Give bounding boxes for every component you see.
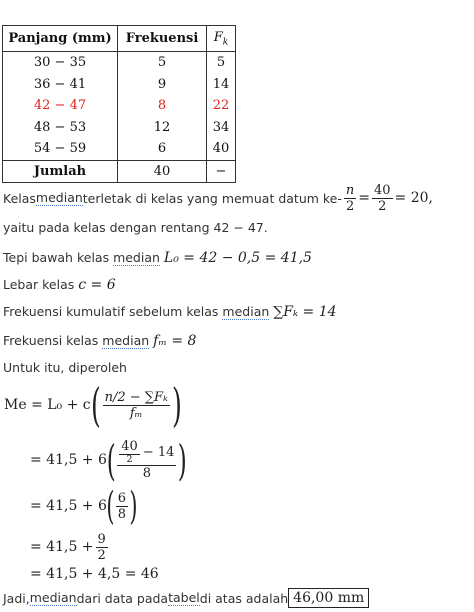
- cell-panjang: 30 − 35: [3, 52, 118, 74]
- rentang-text: yaitu pada kelas dengan rentang 42 − 47.: [3, 220, 268, 235]
- jadi-text-a: Jadi,: [3, 590, 30, 606]
- table-row: [3, 74, 236, 96]
- frek-kumulatif-line: [3, 304, 337, 320]
- step-3-lhs: = 41,5 +: [30, 539, 94, 555]
- frac-numerator: n: [345, 182, 355, 198]
- cell-panjang: 42 − 47: [3, 95, 118, 117]
- right-paren: ): [178, 435, 188, 485]
- frac-denominator: 2: [378, 198, 387, 214]
- formula-numerator: n/2 − ∑Fₖ: [104, 389, 168, 405]
- tepi-text: Tepi bawah kelas: [3, 250, 114, 265]
- cell-panjang: 36 − 41: [3, 74, 118, 96]
- step-1-denominator: 8: [142, 466, 151, 481]
- step-1-fraction: [117, 439, 176, 481]
- cell-frekuensi: 5: [118, 52, 207, 74]
- formula-lhs: Me = L₀ + c: [4, 397, 91, 413]
- step-3-denominator: 2: [97, 547, 106, 563]
- tepi-formula: L₀ = 42 − 0,5 = 41,5: [163, 250, 312, 266]
- tepi-bawah-line: [3, 250, 312, 266]
- cell-frekuensi: 8: [118, 95, 207, 117]
- cell-panjang: 54 − 59: [3, 138, 118, 160]
- table-row: [3, 95, 236, 117]
- step-4-result: = 41,5 + 4,5 = 46: [30, 566, 159, 582]
- step-3-fraction: [96, 532, 108, 563]
- equals-sign: =: [358, 190, 370, 206]
- fk-formula: ∑Fₖ = 14: [273, 304, 337, 320]
- step-3: [30, 529, 110, 565]
- lebar-text: Lebar kelas: [3, 277, 79, 292]
- step-2-denominator: 8: [117, 506, 126, 522]
- tabel-term-link[interactable]: tabel: [168, 590, 200, 605]
- total-label: Jumlah: [3, 160, 118, 183]
- left-paren: (: [106, 484, 115, 528]
- step-2-lhs: = 41,5 + 6: [30, 498, 107, 514]
- untuk-text: Untuk itu, diperoleh: [3, 360, 127, 375]
- table-header-row: [3, 26, 236, 52]
- cell-fk: 40: [207, 138, 236, 160]
- right-paren: ): [171, 378, 182, 432]
- lebar-kelas-line: [3, 277, 116, 293]
- header-fk: $F_k$: [207, 26, 236, 52]
- rentang-line: [3, 220, 268, 235]
- table-row: [3, 52, 236, 74]
- jadi-text-c: di atas adalah: [199, 590, 289, 606]
- frac-denominator: 2: [345, 198, 355, 214]
- header-frekuensi: Frekuensi: [118, 26, 207, 52]
- kelas-median-text-b: terletak di kelas yang memuat datum ke-: [82, 190, 342, 206]
- median-term-link[interactable]: median: [222, 304, 270, 319]
- median-term-link[interactable]: median: [29, 590, 77, 605]
- left-paren: (: [106, 435, 116, 485]
- result-twenty: = 20,: [394, 190, 433, 206]
- step-2-fraction: [116, 491, 128, 522]
- formula-denominator: fₘ: [129, 405, 143, 421]
- step-1-numerator: 40 2 − 14: [117, 439, 176, 466]
- table-row: [3, 117, 236, 139]
- conclusion-line: [3, 588, 369, 608]
- fk-text: Frekuensi kumulatif sebelum kelas: [3, 304, 223, 319]
- cell-fk: 34: [207, 117, 236, 139]
- cell-fk: 14: [207, 74, 236, 96]
- cell-panjang: 48 − 53: [3, 117, 118, 139]
- cell-frekuensi: 6: [118, 138, 207, 160]
- total-frekuensi: 40: [118, 160, 207, 183]
- step-4: [30, 566, 159, 582]
- step-1: [30, 437, 187, 483]
- step-2-numerator: 6: [117, 490, 126, 506]
- fm-text: Frekuensi kelas: [3, 333, 103, 348]
- median-term-link[interactable]: median: [113, 250, 160, 265]
- step-3-numerator: 9: [97, 531, 106, 547]
- cell-fk: 22: [207, 95, 236, 117]
- lebar-formula: c = 6: [78, 277, 116, 293]
- cell-frekuensi: 9: [118, 74, 207, 96]
- median-term-link[interactable]: median: [35, 190, 83, 205]
- fraction-n-over-2: [344, 183, 356, 214]
- median-term-link[interactable]: median: [102, 333, 150, 348]
- total-fk: −: [207, 160, 236, 183]
- step-1-lhs: = 41,5 + 6: [30, 452, 107, 468]
- left-paren: (: [90, 378, 101, 432]
- kelas-median-text-a: Kelas: [3, 190, 36, 206]
- formula-fraction: [103, 390, 170, 421]
- frac-numerator: 40: [374, 182, 391, 198]
- fm-formula: fₘ = 8: [153, 333, 197, 349]
- small-fraction: 40 2: [121, 439, 138, 465]
- frek-kelas-line: [3, 333, 196, 349]
- jadi-text-b: dari data pada: [76, 590, 169, 606]
- right-paren: ): [129, 484, 138, 528]
- cell-fk: 5: [207, 52, 236, 74]
- frequency-table: [2, 25, 236, 183]
- table-row: [3, 138, 236, 160]
- header-panjang: Panjang (mm): [3, 26, 118, 52]
- fraction-40-over-2: [372, 183, 393, 214]
- untuk-line: [3, 360, 127, 375]
- median-formula: [4, 380, 182, 430]
- answer-box: 46,00 mm: [288, 588, 369, 608]
- kelas-median-line: [3, 179, 433, 217]
- step-2: [30, 486, 137, 526]
- cell-frekuensi: 12: [118, 117, 207, 139]
